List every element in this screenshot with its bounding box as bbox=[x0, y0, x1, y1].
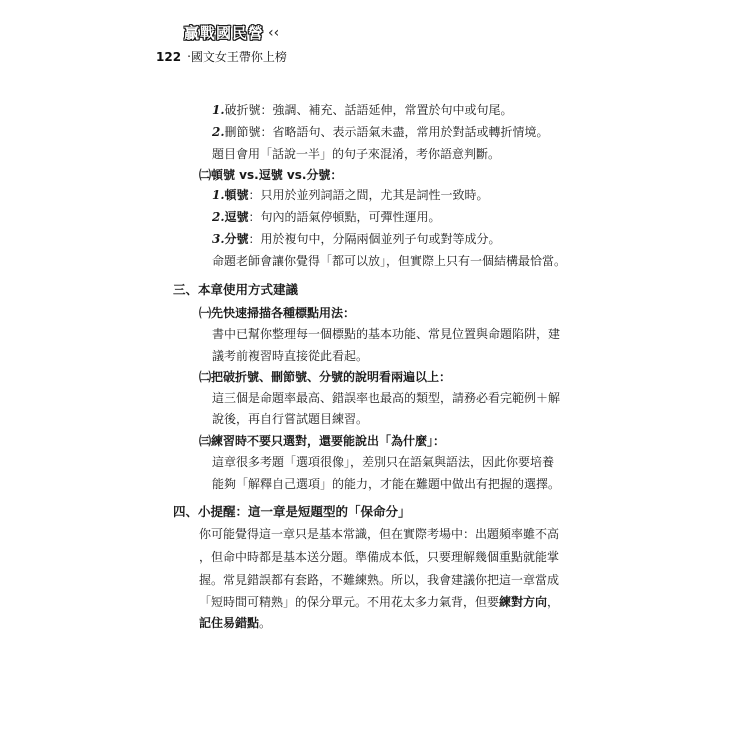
paragraph-line: 命題老師會讓你覺得「都可以放」，但實際上只有一個結構最恰當。 bbox=[212, 254, 567, 268]
list-item: 2.逗號：句內的語氣停頓點，可彈性運用。 bbox=[212, 210, 441, 224]
double-chevron-icon: ‹‹ bbox=[268, 24, 280, 41]
running-head-separator: ‧ bbox=[187, 50, 191, 64]
subsection-heading: ㈠先快速掃描各種標點用法： bbox=[199, 306, 356, 320]
paragraph-line: 握。常見錯誤都有套路，不難練熟。所以，我會建議你把這一章當成 bbox=[199, 573, 560, 587]
section-heading: 四、小提醒：這一章是短題型的「保命分」 bbox=[173, 504, 411, 519]
book-title: 國文女王帶你上榜 bbox=[190, 50, 287, 64]
list-item: 3.分號：用於複句中，分隔兩個並列子句或對等成分。 bbox=[212, 232, 501, 246]
paragraph-line: 說後，再自行嘗試題目練習。 bbox=[212, 412, 369, 426]
paragraph-line: 你可能覺得這一章只是基本常識，但在實際考場中：出題頻率雖不高 bbox=[199, 527, 560, 541]
brand-logo bbox=[184, 22, 279, 43]
paragraph-line: 記住易錯點。 bbox=[199, 616, 272, 630]
paragraph-line: 書中已幫你整理每一個標點的基本功能、常見位置與命題陷阱，建 bbox=[212, 327, 561, 341]
subsection-heading: ㈢練習時不要只選對，還要能說出「為什麼」： bbox=[199, 434, 446, 448]
paragraph-line: 這三個是命題率最高、錯誤率也最高的類型，請務必看完範例＋解 bbox=[212, 391, 561, 405]
page-number: 122 bbox=[156, 50, 182, 64]
subsection-heading: ㈡把破折號、刪節號、分號的說明看兩遍以上： bbox=[199, 370, 452, 384]
paragraph-line: 題目會用「話說一半」的句子來混淆，考你語意判斷。 bbox=[212, 147, 501, 161]
paragraph-line: 這章很多考題「選項很像」，差別只在語氣與語法，因此你要培養 bbox=[212, 455, 555, 469]
subsection-heading: ㈡頓號 vs.逗號 vs.分號： bbox=[199, 168, 343, 182]
list-item: 1.破折號：強調、補充、話語延伸，常置於句中或句尾。 bbox=[212, 103, 513, 117]
running-head bbox=[156, 48, 287, 65]
paragraph-line: ，但命中時都是基本送分題。準備成本低，只要理解幾個重點就能掌 bbox=[199, 550, 560, 564]
paragraph-line: 「短時間可精熟」的保分單元。不用花太多力氣背，但要練對方向， bbox=[199, 595, 560, 609]
paragraph-line: 議考前複習時直接從此看起。 bbox=[212, 349, 369, 363]
brand-title: 贏戰國民營 bbox=[184, 24, 265, 42]
paragraph-line: 能夠「解釋自己選項」的能力，才能在難題中做出有把握的選擇。 bbox=[212, 477, 561, 491]
section-heading: 三、本章使用方式建議 bbox=[173, 282, 299, 297]
list-item: 1.頓號：只用於並列詞語之間，尤其是詞性一致時。 bbox=[212, 188, 489, 202]
list-item: 2.刪節號：省略語句、表示語氣未盡，常用於對話或轉折情境。 bbox=[212, 125, 549, 139]
